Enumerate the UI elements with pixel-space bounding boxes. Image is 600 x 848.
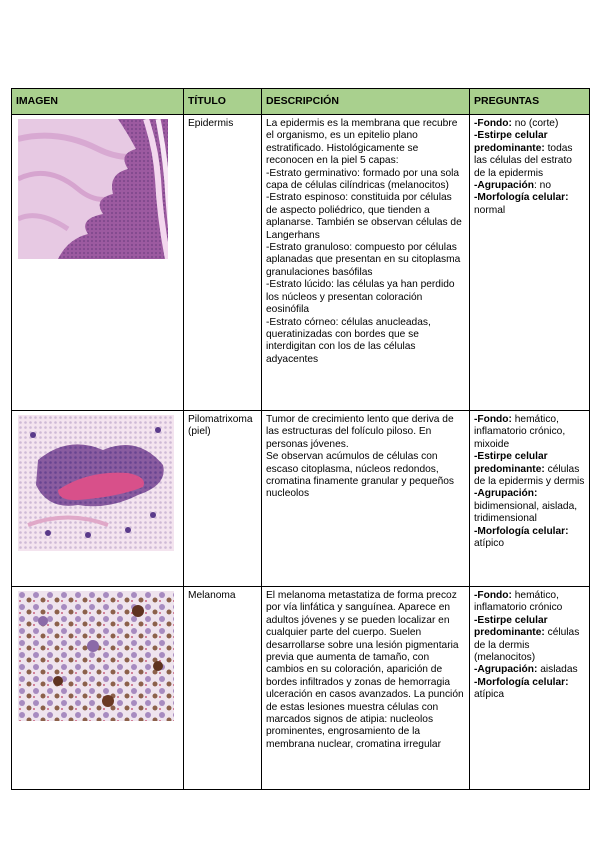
description-line: -Estrato lúcido: las células ya han perdido los núcleos y presentan coloración eosinófila [266,279,455,316]
header-preguntas: PREGUNTAS [470,89,590,115]
epidermis-histology-image [18,119,174,259]
description-line: -Estrato germinativo: formado por una sola capa de células cilíndricas (melanocitos) [266,167,460,192]
table-row [12,587,590,790]
question-agrupacion: -Agrupación: no [474,180,551,192]
table-row [12,411,590,587]
title-cell: Melanoma [184,587,262,790]
image-cell [12,115,184,411]
description-cell [262,411,470,587]
image-cell [12,411,184,587]
question-estirpe: -Estirpe celular predominante: células de la epidermis y dermis [474,451,585,488]
description-cell [262,115,470,411]
questions-cell [470,115,590,411]
question-morfologia: -Morfología celular: normal [474,192,569,216]
title-cell: Pilomatrixoma (piel) [184,411,262,587]
question-fondo: -Fondo: hemático, inflamatorio crónico, mixoide [474,414,566,450]
questions-cell [470,587,590,790]
question-agrupacion: -Agrupación: aisladas [474,664,578,676]
description-line: La epidermis es la membrana que recubre el organismo, es un epitelio plano estratificado. Histológicamente se reconocen en la piel 5 capas: [266,118,458,167]
table-row [12,115,590,411]
header-descripcion: DESCRIPCIÓN [262,89,470,115]
questions-cell [470,411,590,587]
question-morfologia: -Morfología celular: atípico [474,525,569,550]
question-estirpe: -Estirpe celular predominante: células de la dermis (melanocitos) [474,614,580,664]
description-line: -Estrato espinoso: constituida por células de aspecto poliédrico, que tienden a aplanarse. También se observan células de Langerhans [266,192,462,241]
question-agrupacion: -Agrupación: bidimensional, aislada, tridimensional [474,488,578,525]
description-line: El melanoma metastatiza de forma precoz por vía linfática y sanguínea. Aparece en adultos jóvenes y se pueden localizar en cualquier parte del cuerpo. Suelen desarrollarse sobre una lesión pigmentaria previa que aumenta de tamaño, con cambios en su coloración, aparición de bordes infiltrados y zonas de hemorragia ulceración en casos avanzados. La punción de estas lesiones muestra células con marcados signos de atipia: nucleolos [266,590,464,726]
description-line: -Estrato granuloso: compuesto por células aplanadas que presentan en su citoplasma granulaciones basófilas [266,242,461,278]
description-cell [262,587,470,790]
description-line: -Estrato córneo: células anucleadas, queratinizadas con bordes que se interdigitan con los de las células adyacentes [266,316,431,365]
description-line: prominentes, engrosamiento de la membrana nuclear, cromatina irregular [266,726,441,750]
image-cell [12,587,184,790]
description-line: Se observan acúmulos de células con escaso citoplasma, núcleos redondos, cromatina finamente granular y pequeños nucleolos [266,451,455,500]
question-fondo: -Fondo: hemático, inflamatorio crónico [474,590,563,614]
header-titulo: TÍTULO [184,89,262,115]
description-line: Tumor de crecimiento lento que deriva de las estructuras del folículo piloso. En personas jóvenes. [266,414,454,450]
title-cell: Epidermis [184,115,262,411]
header-imagen: IMAGEN [12,89,184,115]
question-fondo: -Fondo: no (corte) [474,118,559,129]
question-estirpe: -Estirpe celular predominante: todas las células del estrato de la epidermis [474,130,573,179]
melanoma-cytology-image [18,591,174,721]
pilomatrixoma-histology-image [18,415,174,551]
histology-table [11,88,590,790]
header-row [12,89,590,115]
question-morfologia: -Morfología celular: atípica [474,676,569,701]
